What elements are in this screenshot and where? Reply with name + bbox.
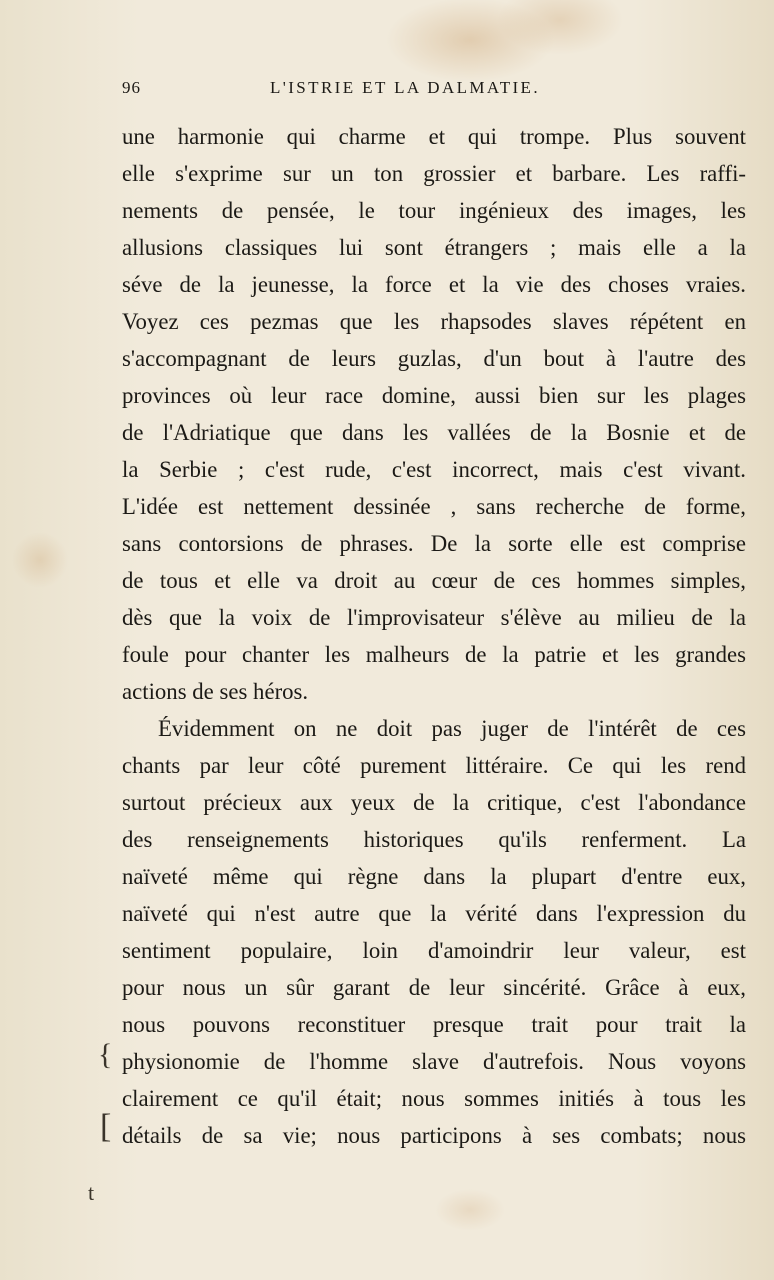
margin-bracket-mark: [: [100, 1108, 112, 1145]
text-line: séve de la jeunesse, la force et la vie des choses vraies.: [122, 272, 746, 297]
page-header: [122, 78, 602, 102]
text-line: Voyez ces pezmas que les rhapsodes slaves répétent en: [122, 309, 746, 334]
text-line: surtout précieux aux yeux de la critique, c'est l'abondance: [122, 790, 746, 815]
text-line: dès que la voix de l'improvisateur s'élève au milieu de la: [122, 605, 746, 630]
text-line: sans contorsions de phrases. De la sorte elle est comprise: [122, 531, 746, 556]
text-line: L'idée est nettement dessinée , sans recherche de forme,: [122, 494, 746, 519]
text-line: elle s'exprime sur un ton grossier et barbare. Les raffi-: [122, 161, 746, 186]
text-line: une harmonie qui charme et qui trompe. Plus souvent: [122, 124, 746, 149]
text-line: de l'Adriatique que dans les vallées de la Bosnie et de: [122, 420, 746, 445]
text-line: naïveté même qui règne dans la plupart d'entre eux,: [122, 864, 746, 889]
text-line: allusions classiques lui sont étrangers ; mais elle a la: [122, 235, 746, 260]
text-line: actions de ses héros.: [122, 679, 309, 704]
page-number: 96: [122, 78, 141, 97]
text-line: clairement ce qu'il était; nous sommes initiés à tous les: [122, 1086, 746, 1111]
text-line: nous pouvons reconstituer presque trait pour trait la: [122, 1012, 746, 1037]
text-line: s'accompagnant de leurs guzlas, d'un bout à l'autre des: [122, 346, 746, 371]
text-line: naïveté qui n'est autre que la vérité dans l'expression du: [122, 901, 746, 926]
text-line: pour nous un sûr garant de leur sincérité. Grâce à eux,: [122, 975, 746, 1000]
text-line: des renseignements historiques qu'ils renferment. La: [122, 827, 746, 852]
text-line: physionomie de l'homme slave d'autrefois. Nous voyons: [122, 1049, 746, 1074]
paragraph-1: [122, 118, 746, 710]
text-line: foule pour chanter les malheurs de la patrie et les grandes: [122, 642, 746, 667]
running-title: L'ISTRIE ET LA DALMATIE.: [270, 78, 540, 97]
margin-stray-mark: t: [88, 1180, 95, 1205]
text-line: nements de pensée, le tour ingénieux des images, les: [122, 198, 746, 223]
margin-bracket-mark: {: [98, 1038, 113, 1071]
text-line: chants par leur côté purement littéraire. Ce qui les rend: [122, 753, 746, 778]
text-line: la Serbie ; c'est rude, c'est incorrect, mais c'est vivant.: [122, 457, 746, 482]
text-line: provinces où leur race domine, aussi bien sur les plages: [122, 383, 746, 408]
text-line: détails de sa vie; nous participons à ses combats; nous: [122, 1123, 746, 1148]
paragraph-2: [122, 710, 746, 1154]
text-line: sentiment populaire, loin d'amoindrir leur valeur, est: [122, 938, 746, 963]
text-line: Évidemment on ne doit pas juger de l'intérêt de ces: [158, 716, 746, 741]
text-line: de tous et elle va droit au cœur de ces hommes simples,: [122, 568, 746, 593]
body-text: [122, 118, 746, 1154]
